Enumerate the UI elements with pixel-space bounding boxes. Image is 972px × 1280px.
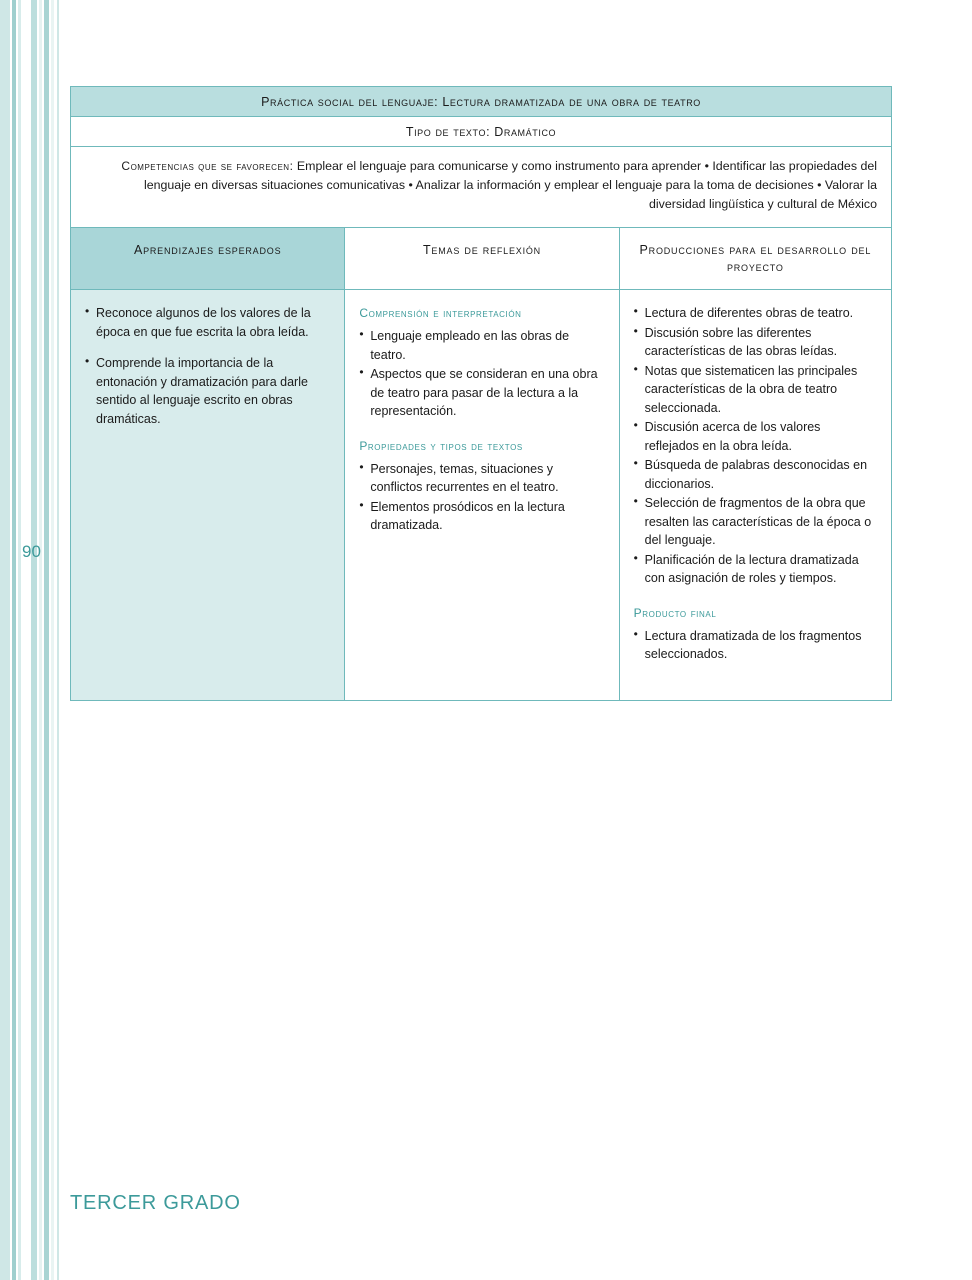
competencies-text: Emplear el lenguaje para comunicarse y como instrumento para aprender • Identificar las propiedades del lenguaje en diversas situaciones comunicativas • Analizar la información y emplear el lenguaje para la toma de decisiones • Valorar la diversidad lingüística y cultural de México [143,159,877,212]
list-item: • Discusión acerca de los valores reflejados en la obra leída. [634,418,877,455]
list-item: • Discusión sobre las diferentes características de las obras leídas. [634,324,877,361]
list-item: • Lenguaje empleado en las obras de teatro. [359,327,604,364]
decorative-stripes [0,0,62,1280]
stripe [39,0,42,1280]
project-table-container [70,86,892,701]
subheading-producto-final: Producto final [633,605,717,620]
text-type-row: Tipo de texto: Dramático [71,117,892,147]
stripe [18,0,21,1280]
list-item: • Lectura dramatizada de los fragmentos seleccionados. [634,627,877,664]
subheading-propiedades: Propiedades y tipos de textos [359,438,523,453]
list-item: • Notas que sistematicen las principales características de la obra de teatro seleccionada. [634,362,877,418]
list-item: • Planificación de la lectura dramatizada con asignación de roles y tiempos. [634,551,877,588]
producto-final-list [634,627,877,664]
aprendizajes-list [85,304,330,428]
practice-social-language-row: Práctica social del lenguaje: Lectura dramatizada de una obra de teatro [71,87,892,117]
cell-aprendizajes-esperados [71,290,345,701]
competencies-cell [71,147,892,228]
table-body-row [71,290,892,701]
stripe [44,0,49,1280]
list-item: • Comprende la importancia de la entonación y dramatización para darle sentido al lenguaje escrito en obras dramáticas. [85,354,330,428]
table-row [71,147,892,228]
list-item: • Personajes, temas, situaciones y conflictos recurrentes en el teatro. [359,460,604,497]
header-producciones: Producciones para el desarrollo del proyecto [619,227,891,290]
stripe [0,0,10,1280]
competencies-label: Competencias que se favorecen: [121,159,294,173]
list-item: • Elementos prosódicos en la lectura dramatizada. [359,498,604,535]
producciones-list [634,304,877,588]
cell-temas-de-reflexion [345,290,619,701]
comprension-list [359,327,604,421]
subheading-comprension: Comprensión e interpretación [359,306,522,321]
table-row [71,117,892,147]
list-item: • Búsqueda de palabras desconocidas en diccionarios. [634,456,877,493]
stripe [57,0,59,1280]
list-item: • Aspectos que se consideran en una obra de teatro para pasar de la lectura a la representación. [359,365,604,421]
header-aprendizajes-esperados: Aprendizajes esperados [71,227,345,290]
stripe [31,0,37,1280]
cell-producciones [619,290,891,701]
list-item: • Lectura de diferentes obras de teatro. [634,304,877,323]
header-temas-de-reflexion: Temas de reflexión [345,227,619,290]
propiedades-list [359,460,604,535]
table-header-row [71,227,892,290]
table-row [71,87,892,117]
project-table [70,86,892,701]
stripe [12,0,16,1280]
list-item: • Selección de fragmentos de la obra que resalten las características de la época o del lenguaje. [634,494,877,550]
footer-grade-label: TERCER GRADO [70,1192,241,1214]
stripe [51,0,54,1280]
list-item: • Reconoce algunos de los valores de la época en que fue escrita la obra leída. [85,304,330,341]
page-number: 90 [22,542,41,561]
